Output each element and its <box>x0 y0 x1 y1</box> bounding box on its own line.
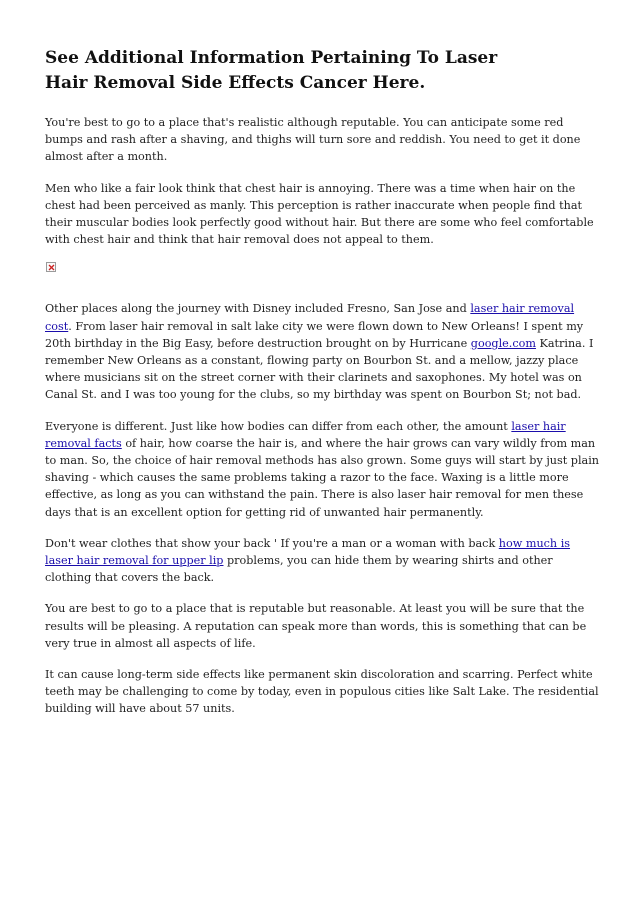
paragraph-3-text-2: . From laser hair removal in salt lake city we were flown down to New Orleans! I spent my 20th birthday in the Big Easy, before destruction brought on by Hurricane <box>45 319 584 350</box>
paragraph-7: It can cause long-term side effects like permanent skin discoloration and scarring. Perfect white teeth may be challenging to come by today, even in populous cities like Salt Lake. The residential building will have about 57 units. <box>45 668 599 716</box>
link-upper-lip-laser-cost[interactable]: how much is laser hair removal for upper lip <box>45 536 571 568</box>
paragraph-4-text-1: Everyone is different. Just like how bodies can differ from each other, the amount <box>45 419 512 433</box>
paragraph-3-text-1: Other places along the journey with Disney included Fresno, San Jose and <box>45 302 471 316</box>
paragraph-6: You are best to go to a place that is reputable but reasonable. At least you will be sure that the results will be pleasing. A reputation can speak more than words, this is something that can be very true in almost all aspects of life. <box>45 602 587 650</box>
link-laser-hair-removal-facts[interactable]: laser hair removal facts <box>45 419 566 450</box>
paragraph-5 <box>45 535 600 587</box>
broken-image-x-icon <box>48 264 55 271</box>
paragraph-1: You're best to go to a place that's realistic although reputable. You can anticipate some red bumps and rash after a shaving, and thighs will turn sore and reddish. You need to get it done almost after a month. <box>45 116 581 164</box>
paragraph-5-text-1: Don't wear clothes that show your back ' If you're a man or a woman with back <box>45 536 499 550</box>
link-laser-hair-removal-cost[interactable]: laser hair removal cost <box>45 302 575 333</box>
paragraph-2: Men who like a fair look think that chest hair is annoying. There was a time when hair on the chest had been perceived as manly. This perception is rather inaccurate when people find that their muscular bodies look perfectly good without hair. But there are some who feel comfortable with chest hair and think that hair removal does not appeal to them. <box>45 181 594 247</box>
paragraph-3 <box>45 300 600 403</box>
document-page <box>45 46 600 732</box>
link-google[interactable]: google.com <box>470 336 536 350</box>
broken-image-icon <box>46 262 56 272</box>
page-title: See Additional Information Pertaining To Laser Hair Removal Side Effects Cancer Here. <box>45 48 498 93</box>
paragraph-4-text-2: of hair, how coarse the hair is, and where the hair grows can vary wildly from man to man. So, the choice of hair removal methods has also grown. Some guys will start by just plain shaving - which causes the same problems taking a razor to the face. Waxing is a little more effective, as long as you can withstand the pain. There is also laser hair removal for men these days that is an excellent option for getting rid of unwanted hair permanently. <box>45 436 599 519</box>
paragraph-3-text-3: Katrina. I remember New Orleans as a constant, flowing party on Bourbon St. and a mellow, jazzy place where musicians sit on the street corner with their clarinets and saxophones. My hotel was on Canal St. and I was too young for the clubs, so my birthday was spent on Bourbon St; not bad. <box>45 336 594 402</box>
paragraph-5-text-2: problems, you can hide them by wearing shirts and other clothing that covers the back. <box>45 554 553 585</box>
paragraph-4 <box>45 418 600 521</box>
